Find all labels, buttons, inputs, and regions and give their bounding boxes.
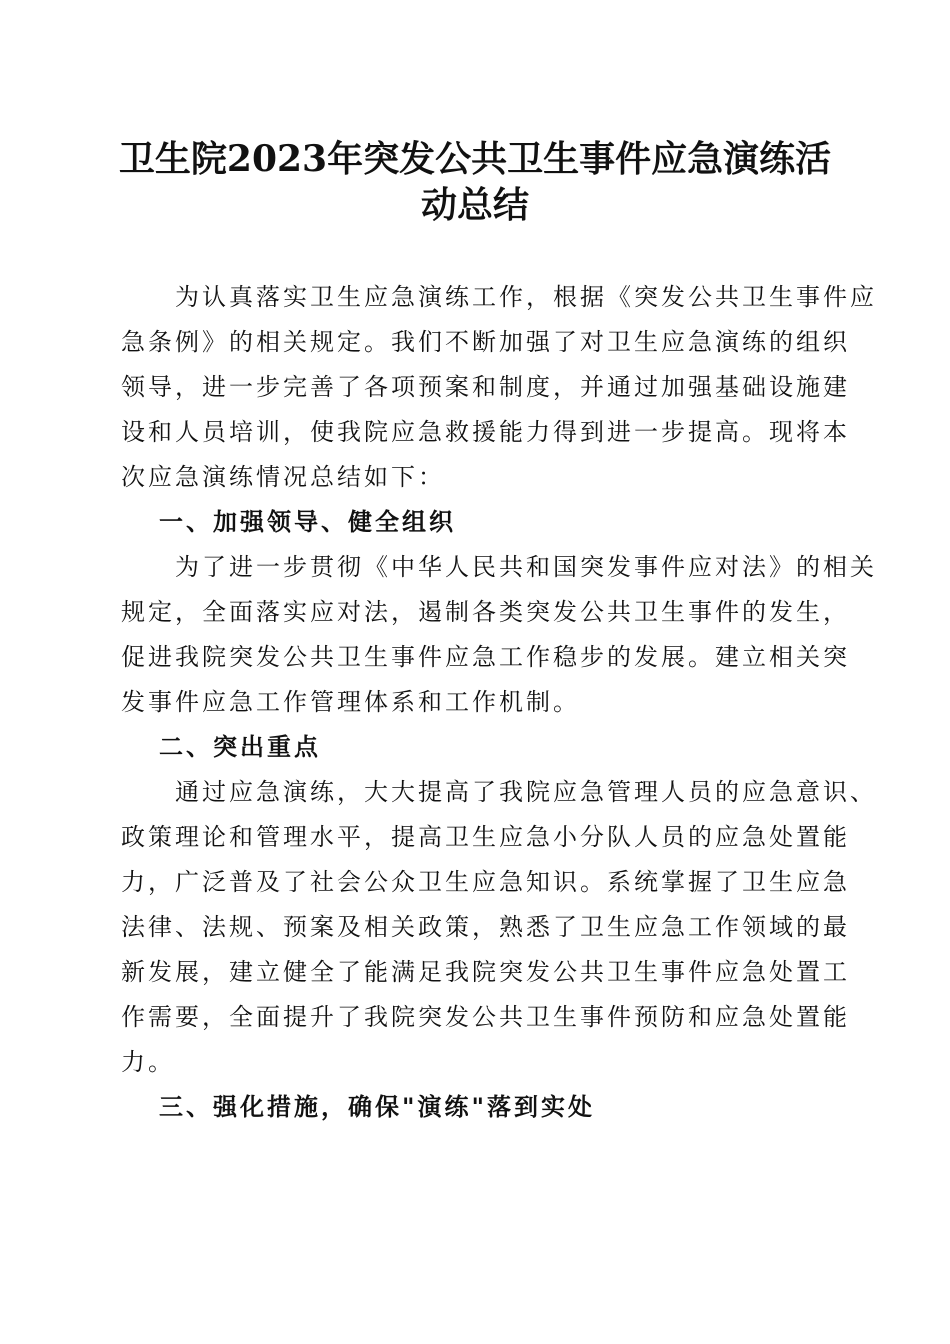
document-title-line-2: 动总结 [420, 184, 529, 226]
paragraph-section-2 [121, 770, 877, 1085]
text-line: 规定，全面落实应对法，遏制各类突发公共卫生事件的发生， [121, 598, 850, 626]
text-line: 法律、法规、预案及相关政策，熟悉了卫生应急工作领域的最 [121, 913, 850, 941]
text-line: 发事件应急工作管理体系和工作机制。 [121, 688, 580, 716]
section-heading-3: 三、强化措施，确保"演练"落到实处 [159, 1093, 596, 1121]
text-line: 力，广泛普及了社会公众卫生应急知识。系统掌握了卫生应急 [121, 868, 850, 896]
text-line: 设和人员培训，使我院应急救援能力得到进一步提高。现将本 [121, 418, 850, 446]
text-line: 政策理论和管理水平，提高卫生应急小分队人员的应急处置能 [121, 823, 850, 851]
text-line: 通过应急演练，大大提高了我院应急管理人员的应急意识、 [175, 778, 877, 806]
text-line: 促进我院突发公共卫生事件应急工作稳步的发展。建立相关突 [121, 643, 850, 671]
paragraph-section-1 [121, 545, 877, 725]
paragraph-intro [121, 275, 877, 500]
text-line: 次应急演练情况总结如下： [121, 463, 445, 491]
section-heading-1: 一、加强领导、健全组织 [159, 508, 456, 536]
document-title-line-1: 卫生院2023年突发公共卫生事件应急演练活 [118, 138, 832, 180]
text-line: 新发展，建立健全了能满足我院突发公共卫生事件应急处置工 [121, 958, 850, 986]
text-line: 领导，进一步完善了各项预案和制度，并通过加强基础设施建 [121, 373, 850, 401]
text-line: 为认真落实卫生应急演练工作，根据《突发公共卫生事件应 [175, 283, 877, 311]
text-line: 力。 [121, 1048, 175, 1076]
section-heading-2: 二、突出重点 [159, 733, 321, 761]
text-line: 作需要，全面提升了我院突发公共卫生事件预防和应急处置能 [121, 1003, 850, 1031]
text-line: 为了进一步贯彻《中华人民共和国突发事件应对法》的相关 [175, 553, 877, 581]
document-body [121, 275, 877, 1130]
text-line: 急条例》的相关规定。我们不断加强了对卫生应急演练的组织 [121, 328, 850, 356]
